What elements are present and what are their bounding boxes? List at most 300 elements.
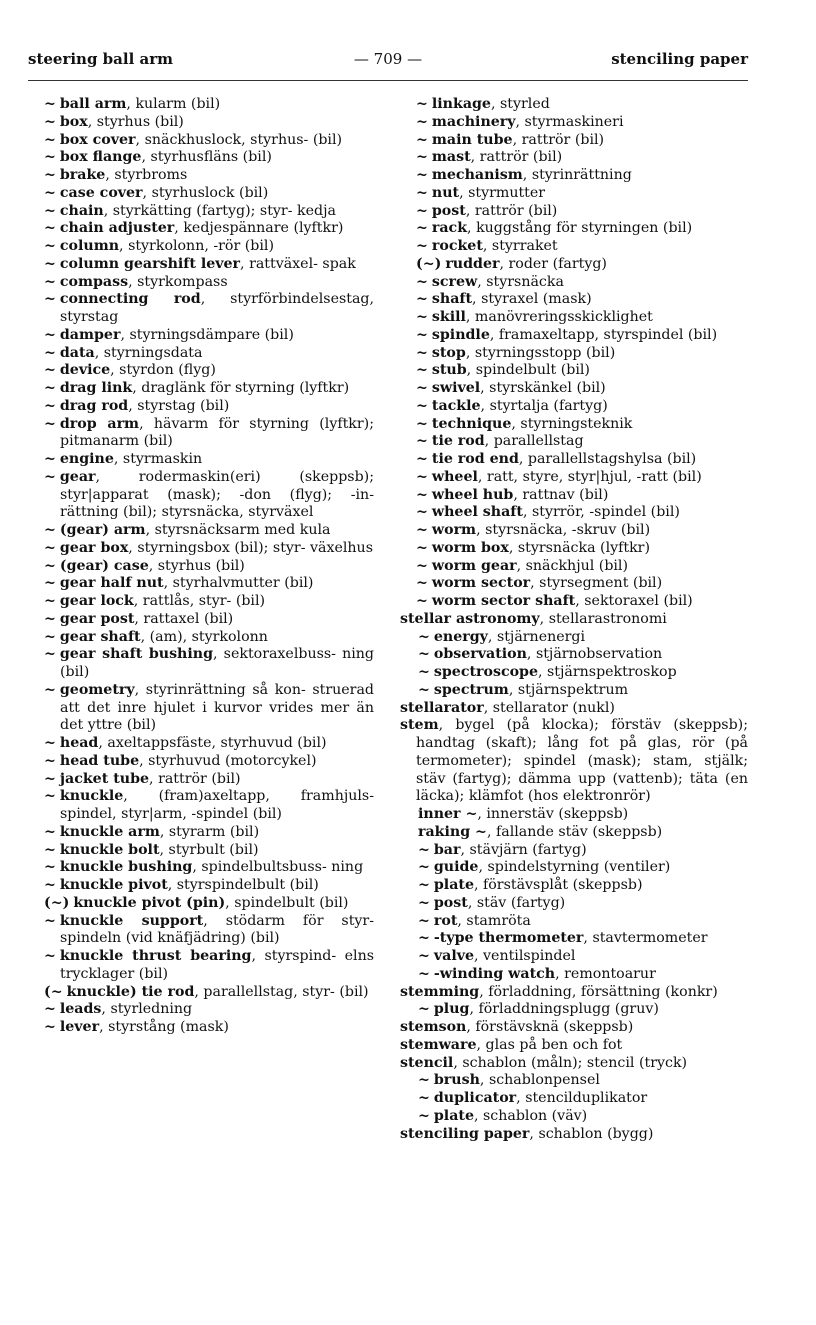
- entry-term: worm sector: [431, 575, 531, 592]
- headword-repeat-symbol: ~: [418, 930, 430, 947]
- headword-repeat-symbol: ~: [416, 593, 428, 609]
- entry-definition: axeltappsfäste, styrhuvud (bil): [107, 735, 327, 751]
- headword-repeat-symbol: ~: [416, 113, 428, 130]
- dictionary-entry: ~ (gear) arm, styrsnäcksarm med kula: [44, 522, 331, 538]
- entry-term: chain: [59, 202, 104, 219]
- dictionary-entry: ~ tie rod, parallellstag: [416, 433, 584, 450]
- dictionary-entry: ~ shaft, styraxel (mask): [416, 291, 592, 308]
- entry-term: damper: [59, 326, 121, 343]
- headword-repeat-symbol: ~: [44, 468, 56, 485]
- headword-repeat-symbol: ~: [44, 646, 56, 663]
- dictionary-entry: ~ drop arm, hävarm för styrning (lyftkr); pitmanarm (bil): [44, 415, 374, 450]
- dictionary-entry: ~ post, rattrör (bil): [416, 202, 558, 219]
- dictionary-entry: ~ gear post, rattaxel (bil): [44, 610, 234, 627]
- dictionary-entry: ~ knuckle arm, styrarm (bil): [44, 823, 260, 840]
- headword-repeat-symbol: ~: [44, 593, 56, 609]
- entry-term: rocket: [431, 238, 483, 254]
- headword-repeat-symbol: ~: [416, 326, 428, 343]
- entry-definition: ratt, styre, styr|hjul, -ratt (bil): [486, 468, 702, 485]
- entry-definition: kedjespännare (lyftkr): [183, 220, 344, 237]
- dictionary-entry: ~ worm box, styrsnäcka (lyftkr): [416, 539, 650, 556]
- entry-term: skill: [431, 309, 466, 325]
- entry-definition: styrskänkel (bil): [489, 380, 606, 396]
- dictionary-entry: (~) knuckle pivot (pin), spindelbult (bil): [44, 894, 349, 911]
- headword-repeat-symbol: ~: [44, 788, 56, 805]
- dictionary-entry: ~ plate, förstävsplåt (skeppsb): [418, 877, 643, 893]
- entry-term: -winding watch: [433, 965, 556, 982]
- entry-term: box: [59, 113, 88, 130]
- entry-term: worm sector shaft: [431, 593, 576, 609]
- entry-term: (gear) case: [59, 557, 149, 574]
- dictionary-entry: ~ machinery, styrmaskineri: [416, 113, 624, 130]
- entry-definition: styraxel (mask): [481, 291, 592, 308]
- entry-term: shaft: [431, 291, 473, 308]
- entry-term: bar: [433, 841, 461, 858]
- entry-definition: styrsnäcksarm med kula: [154, 522, 331, 538]
- headword-repeat-symbol: (~): [44, 894, 70, 911]
- headword-repeat-symbol: ~: [418, 877, 430, 893]
- entry-definition: roder (fartyg): [508, 255, 607, 272]
- entry-definition: styrhuslock (bil): [151, 184, 269, 201]
- entry-term: mast: [431, 149, 471, 166]
- entry-definition: (fram)axeltapp, framhjuls- spindel, styr|arm, -spindel (bil): [60, 788, 374, 822]
- headword-repeat-symbol: ~: [44, 220, 56, 237]
- entry-term: column: [59, 238, 120, 254]
- headword-repeat-symbol: ~: [418, 664, 430, 680]
- entry-definition: rattlås, styr- (bil): [142, 593, 266, 609]
- dictionary-entry: ~ mast, rattrör (bil): [416, 149, 563, 166]
- headword-repeat-symbol: ~: [44, 451, 56, 467]
- headword-repeat-symbol: ~: [418, 1001, 430, 1018]
- entry-term: post: [431, 202, 466, 219]
- entry-term: observation: [433, 646, 527, 663]
- entry-term: data: [59, 344, 95, 361]
- entry-definition: stävjärn (fartyg): [469, 841, 587, 858]
- headword-repeat-symbol: ~: [416, 167, 428, 183]
- entry-term: spectroscope: [433, 664, 538, 680]
- headword-repeat-symbol: ~: [418, 841, 430, 858]
- dictionary-entry: ~ energy, stjärnenergi: [418, 628, 586, 645]
- dictionary-entry: ~ (gear) case, styrhus (bil): [44, 557, 245, 574]
- dictionary-entry: ~ stub, spindelbult (bil): [416, 362, 590, 379]
- entry-term: box cover: [59, 131, 136, 148]
- entry-definition: stamröta: [466, 912, 531, 929]
- entry-definition: schablon (bygg): [538, 1125, 654, 1142]
- entry-definition: styrrör, -spindel (bil): [531, 504, 680, 521]
- header-right-guideword: stenciling paper: [611, 50, 748, 68]
- entry-term: worm gear: [431, 557, 517, 574]
- entry-term: spindle: [431, 326, 490, 343]
- dictionary-entry: ~ box flange, styrhusfläns (bil): [44, 149, 272, 166]
- dictionary-entry: ~ chain adjuster, kedjespännare (lyftkr): [44, 220, 344, 237]
- dictionary-entry: ~ stop, styrningsstopp (bil): [416, 344, 616, 361]
- entry-definition: styrmutter: [468, 184, 546, 201]
- dictionary-entry: ~ head tube, styrhuvud (motorcykel): [44, 752, 317, 769]
- entry-definition: kuggstång för styrningen (bil): [476, 220, 693, 237]
- entry-term: gear lock: [59, 593, 134, 609]
- headword-repeat-symbol: ~: [44, 522, 56, 538]
- headword-repeat-symbol: ~: [416, 149, 428, 166]
- entry-term: rudder: [445, 255, 500, 272]
- dictionary-entry: (~) rudder, roder (fartyg): [416, 255, 607, 272]
- entry-definition: stjärnspektroskop: [547, 664, 677, 680]
- dictionary-entry: ~ wheel shaft, styrrör, -spindel (bil): [416, 504, 680, 521]
- dictionary-entry: ~ gear lock, rattlås, styr- (bil): [44, 593, 266, 609]
- headword-repeat-symbol: ~: [44, 255, 56, 272]
- dictionary-entry: ~ lever, styrstång (mask): [44, 1019, 229, 1035]
- entry-term: jacket tube: [59, 770, 150, 787]
- entry-term: worm: [431, 522, 477, 538]
- entry-term: valve: [433, 948, 474, 964]
- entry-definition: rattrör (bil): [479, 149, 563, 166]
- entry-term: stellarator: [400, 699, 484, 716]
- entry-definition: fallande stäv (skeppsb): [495, 823, 663, 840]
- entry-definition: styrbroms: [114, 167, 188, 183]
- entry-definition: parallellstagshylsa (bil): [527, 451, 697, 467]
- dictionary-entry: ~ jacket tube, rattrör (bil): [44, 770, 241, 787]
- entry-term: box flange: [59, 149, 142, 166]
- headword-repeat-symbol: ~: [416, 451, 428, 467]
- entry-definition: styrstång (mask): [108, 1019, 229, 1035]
- headword-repeat-symbol: ~: [416, 486, 428, 503]
- entry-term: stemson: [400, 1019, 467, 1035]
- entry-term: knuckle bolt: [59, 841, 160, 858]
- entry-definition: styrkolonn, -rör (bil): [128, 238, 274, 254]
- entry-term: -type thermometer: [433, 930, 584, 947]
- entry-term: rack: [431, 220, 468, 237]
- dictionary-entry: ~ tie rod end, parallellstagshylsa (bil): [416, 451, 697, 467]
- entry-definition: draglänk för styrning (lyftkr): [141, 380, 350, 396]
- entry-term: (gear) arm: [59, 522, 146, 538]
- entry-term: screw: [431, 273, 478, 290]
- dictionary-entry: ~ wheel hub, rattnav (bil): [416, 486, 609, 503]
- entry-term: plate: [433, 877, 474, 893]
- entry-term: plug: [433, 1001, 470, 1018]
- dictionary-entry: ~ observation, stjärnobservation: [418, 646, 663, 663]
- entry-term: drop arm: [59, 415, 140, 432]
- entry-definition: förstävsplåt (skeppsb): [483, 877, 643, 893]
- entry-term: knuckle arm: [59, 823, 160, 840]
- headword-repeat-symbol: ~: [416, 415, 428, 432]
- dictionary-entry: ~ gear box, styrningsbox (bil); styr- växelhus: [44, 539, 373, 556]
- running-header: [28, 50, 748, 74]
- dictionary-entry: stellarator, stellarator (nukl): [400, 699, 615, 716]
- dictionary-entry: ~ mechanism, styrinrättning: [416, 167, 632, 183]
- headword-repeat-symbol: ~: [44, 628, 56, 645]
- headword-repeat-symbol: ~: [418, 681, 430, 698]
- headword-repeat-symbol: ~: [416, 575, 428, 592]
- entry-term: gear box: [59, 539, 129, 556]
- dictionary-entry: ~ head, axeltappsfäste, styrhuvud (bil): [44, 735, 327, 751]
- entry-definition: rattaxel (bil): [143, 610, 234, 627]
- headword-repeat-symbol: ~: [416, 397, 428, 414]
- headword-repeat-symbol: ~: [44, 735, 56, 751]
- headword-repeat-symbol: ~: [44, 948, 56, 964]
- entry-definition: rattrör (bil): [521, 131, 605, 148]
- dictionary-entry: ~ chain, styrkätting (fartyg); styr- kedja: [44, 202, 336, 219]
- entry-definition: förladdning, försättning (konkr): [488, 983, 718, 1000]
- entry-definition: parallellstag: [493, 433, 584, 450]
- headword-repeat-symbol: ~: [416, 238, 428, 254]
- headword-repeat-symbol: ~: [44, 380, 56, 396]
- dictionary-entry: ~ nut, styrmutter: [416, 184, 546, 201]
- entry-term: tie rod end: [431, 451, 519, 467]
- entry-term: ball arm: [59, 96, 127, 112]
- entry-definition: stjärnenergi: [496, 628, 586, 645]
- headword-repeat-symbol: ~: [44, 770, 56, 787]
- headword-repeat-symbol: ~: [418, 965, 430, 982]
- headword-repeat-symbol: ~: [44, 610, 56, 627]
- headword-repeat-symbol: ~: [416, 380, 428, 396]
- entry-term: knuckle bushing: [59, 859, 193, 876]
- entry-term: knuckle pivot (pin): [73, 894, 226, 911]
- headword-repeat-symbol: ~: [416, 362, 428, 379]
- entry-definition: styrkätting (fartyg); styr- kedja: [112, 202, 336, 219]
- dictionary-entry: ~ gear half nut, styrhalvmutter (bil): [44, 575, 314, 592]
- page-number: — 709 —: [353, 50, 423, 68]
- entry-definition: remontoarur: [564, 965, 656, 982]
- entry-term: wheel shaft: [431, 504, 523, 521]
- entry-definition: styrförbindelsestag, styrstag: [60, 291, 374, 325]
- entry-definition: spindelbult (bil): [234, 894, 349, 911]
- entry-term: worm box: [431, 539, 509, 556]
- dictionary-entry: ~ wheel, ratt, styre, styr|hjul, -ratt (bil): [416, 468, 702, 485]
- dictionary-entry: ~ damper, styrningsdämpare (bil): [44, 326, 294, 343]
- entry-definition: styrningsstopp (bil): [474, 344, 616, 361]
- dictionary-entry: ~ worm sector shaft, sektoraxel (bil): [416, 593, 693, 609]
- headword-repeat-symbol: ~: [418, 628, 430, 645]
- entry-definition: schablon (måln); stencil (tryck): [462, 1054, 688, 1071]
- entry-definition: stjärnspektrum: [517, 681, 629, 698]
- headword-repeat-symbol: ~: [416, 309, 428, 325]
- entry-term: gear shaft bushing: [59, 646, 213, 663]
- entry-term: main tube: [431, 131, 513, 148]
- entry-term: stenciling paper: [400, 1125, 530, 1142]
- headword-repeat-symbol: ~: [418, 1107, 430, 1124]
- dictionary-entry: stemming, förladdning, försättning (konkr): [400, 983, 718, 1000]
- headword-repeat-symbol: ~: [44, 859, 56, 876]
- entry-definition: styrinrättning så kon- struerad att det inre hjulet i kurvor vrides mer än det yttre (bil): [60, 681, 374, 734]
- entry-definition: parallellstag, styr- (bil): [203, 983, 369, 1000]
- entry-definition: förstävsknä (skeppsb): [475, 1019, 634, 1035]
- dictionary-entry: ~ knuckle thrust bearing, styrspind- elns trycklager (bil): [44, 948, 374, 982]
- headword-repeat-symbol: ~: [416, 220, 428, 237]
- entry-term: technique: [431, 415, 512, 432]
- headword-repeat-symbol: ~: [416, 522, 428, 538]
- entry-term: compass: [59, 273, 129, 290]
- headword-repeat-symbol: ~: [44, 167, 56, 183]
- dictionary-entry: stemson, förstävsknä (skeppsb): [400, 1019, 634, 1035]
- entry-term: machinery: [431, 113, 516, 130]
- entry-term: tie rod: [431, 433, 485, 450]
- entry-definition: styrspind- elns trycklager (bil): [60, 948, 374, 982]
- dictionary-entry: ~ compass, styrkompass: [44, 273, 228, 290]
- header-left-guideword: steering ball arm: [28, 50, 173, 68]
- entry-term: swivel: [431, 380, 481, 396]
- headword-repeat-symbol: ~: [416, 96, 428, 112]
- entry-term: leads: [59, 1001, 102, 1018]
- headword-repeat-symbol: ~: [418, 894, 430, 911]
- right-column: [400, 96, 748, 1143]
- headword-repeat-symbol: ~: [418, 1072, 430, 1089]
- entry-definition: hävarm för styrning (lyftkr); pitmanarm (bil): [60, 415, 374, 450]
- dictionary-entry: ~ worm, styrsnäcka, -skruv (bil): [416, 522, 651, 538]
- entry-definition: styrningsdata: [103, 344, 203, 361]
- entry-term: tackle: [431, 397, 481, 414]
- entry-term: plate: [433, 1107, 474, 1124]
- headword-repeat-symbol: ~: [44, 575, 56, 592]
- dictionary-entry: ~ duplicator, stencilduplikator: [418, 1090, 648, 1106]
- entry-term: connecting rod: [59, 291, 201, 308]
- dictionary-entry: ~ drag link, draglänk för styrning (lyftkr): [44, 380, 350, 396]
- entry-definition: styrsnäcka (lyftkr): [517, 539, 650, 556]
- headword-repeat-symbol: ~: [418, 646, 430, 663]
- headword-repeat-symbol: ~: [44, 131, 56, 148]
- dictionary-entry: ~ spindle, framaxeltapp, styrspindel (bil): [416, 326, 718, 343]
- dictionary-entry: inner ~, innerstäv (skeppsb): [418, 806, 629, 822]
- headword-repeat-symbol: (~): [416, 255, 442, 272]
- entry-term: chain adjuster: [59, 220, 175, 237]
- dictionary-entry: ~ box cover, snäckhuslock, styrhus- (bil): [44, 131, 343, 148]
- dictionary-entry: ~ column gearshift lever, rattväxel- spak: [44, 255, 356, 272]
- headword-repeat-symbol: ~: [418, 912, 430, 929]
- entry-term: gear shaft: [59, 628, 141, 645]
- entry-definition: stellarator (nukl): [492, 699, 615, 716]
- headword-repeat-symbol: ~: [44, 344, 56, 361]
- entry-term: wheel hub: [431, 486, 514, 503]
- dictionary-entry: ~ post, stäv (fartyg): [418, 894, 566, 911]
- entry-definition: innerstäv (skeppsb): [486, 806, 629, 822]
- entry-definition: schablonpensel: [488, 1072, 600, 1089]
- headword-repeat-symbol: ~: [416, 433, 428, 450]
- entry-term: knuckle support: [59, 912, 204, 929]
- dictionary-entry: ~ knuckle, (fram)axeltapp, framhjuls- spindel, styr|arm, -spindel (bil): [44, 788, 374, 822]
- entry-term: knuckle: [59, 788, 124, 805]
- entry-term: duplicator: [433, 1090, 517, 1106]
- entry-definition: styrmaskin: [122, 451, 203, 467]
- dictionary-entry: ~ screw, styrsnäcka: [416, 273, 564, 290]
- entry-term: inner ~: [418, 806, 478, 822]
- entry-term: guide: [433, 859, 479, 876]
- entry-definition: schablon (väv): [483, 1107, 588, 1124]
- headword-repeat-symbol: ~: [44, 681, 56, 698]
- dictionary-entry: ~ gear shaft, (am), styrkolonn: [44, 628, 268, 645]
- dictionary-entry: stemware, glas på ben och fot: [400, 1036, 623, 1053]
- dictionary-entry: ~ technique, styrningsteknik: [416, 415, 633, 432]
- entry-term: gear post: [59, 610, 135, 627]
- entry-definition: snäckhjul (bil): [525, 557, 629, 574]
- entry-term: energy: [433, 628, 488, 645]
- dictionary-entry: ~ ball arm, kularm (bil): [44, 96, 221, 112]
- entry-term: stem: [400, 717, 439, 734]
- headword-repeat-symbol: (~: [44, 983, 63, 1000]
- dictionary-entry: ~ worm gear, snäckhjul (bil): [416, 557, 629, 574]
- headword-repeat-symbol: ~: [416, 468, 428, 485]
- dictionary-entry: ~ geometry, styrinrättning så kon- struerad att det inre hjulet i kurvor vrides mer än det yttre (bil): [44, 681, 374, 734]
- headword-repeat-symbol: ~: [44, 113, 56, 130]
- dictionary-entry: ~ gear, rodermaskin(eri) (skeppsb); styr|apparat (mask); -don (flyg); -in- rättning (bil); styrsnäcka, styrväxel: [44, 468, 374, 521]
- entry-definition: styrhus (bil): [96, 113, 184, 130]
- entry-definition: bygel (på klocka); förstäv (skeppsb); handtag (skaft); lång fot på glas, rör (på termometer); spindel (mask); stam, stjälk; stäv (fartyg); dämma upp (vattenb); täta (en läcka); klämfot (hos elektronrör): [416, 717, 748, 805]
- entry-definition: spindelstyrning (ventiler): [487, 859, 671, 876]
- entry-definition: styrhalvmutter (bil): [172, 575, 314, 592]
- dictionary-entry: stenciling paper, schablon (bygg): [400, 1125, 654, 1142]
- entry-definition: styrhuvud (motorcykel): [148, 752, 317, 769]
- dictionary-entry: ~ device, styrdon (flyg): [44, 362, 216, 379]
- entry-definition: styrledning: [110, 1001, 193, 1018]
- headword-repeat-symbol: ~: [44, 1019, 56, 1035]
- entry-definition: styrspindelbult (bil): [176, 877, 319, 893]
- headword-repeat-symbol: ~: [44, 415, 56, 432]
- dictionary-entry: ~ -winding watch, remontoarur: [418, 965, 656, 982]
- entry-term: case cover: [59, 184, 143, 201]
- dictionary-entry: ~ knuckle bushing, spindelbultsbuss- ning: [44, 859, 364, 876]
- headword-repeat-symbol: ~: [44, 202, 56, 219]
- headword-repeat-symbol: ~: [416, 273, 428, 290]
- entry-definition: styrsnäcka: [486, 273, 564, 290]
- entry-term: brake: [59, 167, 106, 183]
- headword-repeat-symbol: ~: [416, 291, 428, 308]
- entry-definition: glas på ben och fot: [485, 1036, 623, 1053]
- headword-repeat-symbol: ~: [44, 397, 56, 414]
- entry-term: stencil: [400, 1054, 454, 1071]
- entry-definition: styrmaskineri: [524, 113, 624, 130]
- headword-repeat-symbol: ~: [44, 291, 56, 308]
- dictionary-entry: ~ -type thermometer, stavtermometer: [418, 930, 708, 947]
- entry-definition: styrsegment (bil): [539, 575, 663, 592]
- headword-repeat-symbol: ~: [44, 273, 56, 290]
- entry-term: drag rod: [59, 397, 129, 414]
- dictionary-entry: ~ worm sector, styrsegment (bil): [416, 575, 663, 592]
- entry-definition: styrsnäcka, -skruv (bil): [485, 522, 651, 538]
- entry-term: head tube: [59, 752, 140, 769]
- entry-definition: styrled: [500, 96, 550, 112]
- entry-term: stub: [431, 362, 467, 379]
- headword-repeat-symbol: ~: [44, 877, 56, 893]
- entry-term: engine: [59, 451, 114, 467]
- entry-definition: spindelbultsbuss- ning: [201, 859, 364, 876]
- headword-repeat-symbol: ~: [416, 557, 428, 574]
- entry-definition: styrstag (bil): [137, 397, 230, 414]
- headword-repeat-symbol: ~: [44, 362, 56, 379]
- dictionary-entry: ~ box, styrhus (bil): [44, 113, 184, 130]
- entry-definition: styrningsdämpare (bil): [129, 326, 294, 343]
- dictionary-entry: ~ connecting rod, styrförbindelsestag, styrstag: [44, 291, 374, 325]
- entry-definition: (am), styrkolonn: [149, 628, 268, 645]
- entry-term: wheel: [431, 468, 478, 485]
- dictionary-entry: ~ tackle, styrtalja (fartyg): [416, 397, 608, 414]
- headword-repeat-symbol: ~: [44, 184, 56, 201]
- left-column: [44, 96, 374, 1037]
- entry-definition: styrhusfläns (bil): [150, 149, 272, 166]
- dictionary-entry: ~ main tube, rattrör (bil): [416, 131, 605, 148]
- entry-definition: styrbult (bil): [168, 841, 259, 858]
- entry-definition: rattnav (bil): [522, 486, 609, 503]
- entry-definition: ventilspindel: [483, 948, 576, 964]
- dictionary-entry: (~ knuckle) tie rod, parallellstag, styr- (bil): [44, 983, 369, 1000]
- dictionary-entry: ~ column, styrkolonn, -rör (bil): [44, 238, 274, 254]
- entry-term: nut: [431, 184, 460, 201]
- dictionary-entry: stem, bygel (på klocka); förstäv (skeppsb); handtag (skaft); lång fot på glas, rör (på termometer); spindel (mask); stam, stjälk; stäv (fartyg); dämma upp (vattenb); täta (en läcka); klämfot (hos elektronrör): [400, 717, 748, 805]
- entry-definition: stödarm för styr- spindeln (vid knäfjädring) (bil): [60, 912, 374, 947]
- dictionary-entry: ~ rot, stamröta: [418, 912, 531, 929]
- headword-repeat-symbol: ~: [418, 859, 430, 876]
- dictionary-entry: ~ engine, styrmaskin: [44, 451, 203, 467]
- entry-definition: styrningsbox (bil); styr- växelhus: [137, 539, 373, 556]
- entry-definition: styrkompass: [137, 273, 228, 290]
- headword-repeat-symbol: ~: [416, 202, 428, 219]
- entry-definition: framaxeltapp, styrspindel (bil): [498, 326, 718, 343]
